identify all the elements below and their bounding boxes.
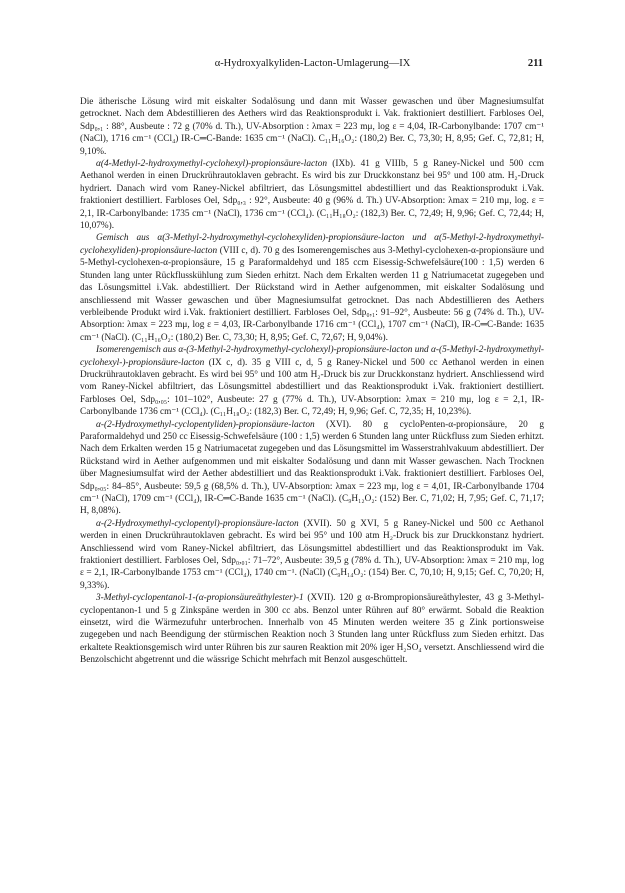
paragraph-text: (XVII). 120 g α-Brompropionsäureäthylester, 43 g 3-Methyl-cyclopentanon-1 und 5 g Zinkspäne werden in 300 cc abs. Benzol unter Rühren auf 80° erwärmt. Sobald die Reaktion einsetzt, wird die Wärmezufuhr unterbrochen. Innerhalb von 45 Minuten werden weitere 35 g Zink portionsweise zugegeben und nach Beendigung der stürmischen Reaktion noch 3 Stunden lang unter Rückfluss zum Sieden erhitzt. Das erkaltete Reaktionsgemisch wird unter Rühren bis zur sauren Reaktion mit 20% iger H₂SO₄ versetzt. Anschliessend wird die Benzolschicht abgetrennt und die wässrige Schicht mehrfach mit Benzol ausgeschüttelt. — [80, 593, 544, 666]
compound-heading: 3-Methyl-cyclopentanol-1-(α-propionsäureäthylester)-1 — [96, 593, 304, 604]
running-title: α-Hydroxyalkyliden-Lacton-Umlagerung—IX — [214, 58, 411, 69]
paragraph — [80, 592, 544, 666]
paragraph-text: (XVII). 50 g XVI, 5 g Raney-Nickel und 500 cc Aethanol werden in einen Druckrührautoklaven gebracht. Es wird bei 95° und 100 atm H₂-Druck bis zur Druckkonstanz hydriert. Anschliessend wird vom Raney-Nickel abfiltriert, das Lösungsmittel abdestilliert und das Reaktionsprodukt im Vak. fraktioniert destilliert. Farbloses Oel, Sdp₀,₀₁: 71–72°, Ausbeute: 39,5 g (78% d. Th.), UV-Absorption: λmax = 210 mμ, log ε = 2,1, IR-Carbonylbande 1753 cm⁻¹ (CCl₄), 1740 cm⁻¹. (NaCl) (C₉H₁₄O₂: (154) Ber. C, 70,10; H, 9,15; Gef. C, 70,20; H, 9,33%). — [80, 518, 544, 591]
compound-heading: α(4-Methyl-2-hydroxymethyl-cyclohexyl)-propionsäure-lacton — [96, 159, 328, 170]
compound-heading: α-(2-Hydroxymethyl-cyclopentyliden)-propionsäure-lacton — [96, 419, 315, 430]
paragraph — [80, 158, 544, 232]
paragraph — [80, 344, 544, 418]
compound-heading: Isomerengemisch aus α-(3-Methyl-2-hydroxymethyl-cyclohexyl)-propionsäure-lacton und α-(5-Methyl-2-hydroxymethyl-cyclohexyl-)-propionsäure-lacton — [80, 345, 544, 368]
paragraph-text: (IX c, d). 35 g VIII c, d, 5 g Raney-Nickel und 500 cc Aethanol werden in einen Druckrührautoklaven gebracht. Es wird bei 95° und 100 atm H₂-Druck bis zur Druckkonstanz hydriert. Anschliessend wird vom Raney-Nickel abfiltriert, das Lösungsmittel abdestilliert und das Reaktionsprodukt i.Vak. fraktioniert destilliert. Farbloses Oel, Sdp₀,₀₅: 101–102°, Ausbeute: 27 g (77% d. Th.), UV-Absorption: λmax = 210 mμ, log ε = 2,1, IR-Carbonylbande 1736 cm⁻¹ (CCl₄). (C₁₁H₁₈O₂: (182,3) Ber. C, 72,49; H, 9,96; Gef. C, 72,35; H, 10,23%). — [80, 357, 544, 418]
compound-heading: Gemisch aus α(3-Methyl-2-hydroxymethyl-cyclohexyliden)-propionsäure-lacton und α(5-Methyl-2-hydroxymethyl-cyclohexyliden)-propionsäure-lacton — [80, 233, 544, 256]
paragraph — [80, 419, 544, 518]
paragraph-text: (XVI). 80 g cycloPenten-α-propionsäure, 20 g Paraformaldehyd und 250 cc Eisessig-Schwefelsäure (100 : 1,5) werden 6 Stunden lang unter Rückfluss zum Sieden erhitzt. Nach dem Erkalten werden 15 g Natriumacetat zugegeben und das Lösungsmittel im Wasserstrahlvakuum abdestilliert. Der Rückstand wird in Aether aufgenommen und mit eiskalter Sodalösung und dann mit Wasser gewaschen. Nach Trocknen über Magnesiumsulfat wird der Aether abdestilliert und das Reaktionsprodukt i.Vak. fraktioniert destilliert. Farbloses Oel, Sdp₀,₀₅: 84–85°, Ausbeute: 59,5 g (68,5% d. Th.), UV-Absorption: λmax = 223 mμ, log ε = 4,01, IR-Carbonylbande 1704 cm⁻¹ (NaCl), 1709 cm⁻¹ (CCl₄), IR-C═C-Bande 1635 cm⁻¹ (NaCl). (C₉H₁₂O₂: (152) Ber. C, 71,02; H, 7,95; Gef. C, 71,17; H, 8,08%). — [80, 419, 544, 517]
page-number: 211 — [527, 58, 543, 69]
paragraph — [80, 96, 544, 158]
paragraph — [80, 518, 544, 592]
paragraph — [80, 232, 544, 344]
body-text — [80, 96, 544, 667]
paragraph-text: (IXb). 41 g VIIIb, 5 g Raney-Nickel und 500 ccm Aethanol werden in einen Druckrührautoklaven gebracht. Es wird bis zur Druckkonstanz bei 95° und 100 atm. H₂-Druck hydriert. Danach wird vom Raney-Nickel abfiltriert, das Lösungsmittel abdestilliert und das Reaktionsprodukt i.Vak. fraktioniert destilliert. Farbloses Oel, Sdp₀,₃ : 92°, Ausbeute: 40 g (96% d. Th.) UV-Absorption: λmax = 210 mμ, log. ε = 2,1, IR-Carbonylbande: 1735 cm⁻¹ (NaCl), 1736 cm⁻¹ (CCl₄). (C₁₁H₁₈O₂: (182,3) Ber. C, 72,49; H, 9,96; Gef. C, 72,44; H, 10,07%). — [80, 159, 544, 232]
paragraph-text: (VIII c, d). 70 g des Isomerengemisches aus 3-Methyl-cyclohexen-α-propionsäure und 5-Methyl-cyclohexen-α-propionsäure, 15 g Paraformaldehyd und 185 ccm Eisessig-Schwefelsäure(100 : 1,5) werden 6 Stunden lang unter Rückflusskühlung zum Sieden erhitzt. Nach dem Erkalten werden 11 g Natriumacetat zugegeben und das Lösungsmittel i.Vak. abdestilliert. Der Rückstand wird in Aether aufgenommen, mit eiskalter Sodalösung und anschliessend mit Wasser gewaschen und über Magnesiumsulfat getrocknet. Das nach Abdestillieren des Aethers verbleibende Produkt wird i.Vak. fraktioniert destilliert. Farbloses Oel, Sdp₀,₁: 91–92°, Ausbeute: 56 g (74% d. Th.), UV-Absorption: λmax = 223 mμ, log ε = 4,03, IR-Carbonylbande 1716 cm⁻¹ (CCl₄), 1707 cm⁻¹ (NaCl), IR-C═C-Bande: 1635 cm⁻¹ (NaCl). (C₁₁H₁₆O₂: (180,2) Ber. C, 73,30; H, 8,95; Gef. C, 72,67; H, 9,04%). — [80, 245, 544, 343]
paragraph-text: Die ätherische Lösung wird mit eiskalter Sodalösung und dann mit Wasser gewaschen und über Magnesiumsulfat getrocknet. Nach dem Abdestillieren des Aethers wird das Reaktionsprodukt i. Vak. fraktioniert destilliert. Farbloses Oel, Sdp₀,₁ : 88°, Ausbeute : 72 g (70% d. Th.), UV-Absorption : λmax = 223 mμ, log ε = 4,04, IR-Carbonylbande: 1707 cm⁻¹ (NaCl), 1716 cm⁻¹ (CCl₄) IR-C═C-Bande: 1635 cm⁻¹ (NaCl). C₁₁H₁₆O₂: (180,2) Ber. C, 73,30; H, 8,95; Gef. C, 72,81; H, 9,10%. — [80, 97, 544, 157]
compound-heading: α-(2-Hydroxymethyl-cyclopentyl)-propionsäure-lacton — [96, 518, 299, 529]
running-header — [0, 58, 625, 74]
